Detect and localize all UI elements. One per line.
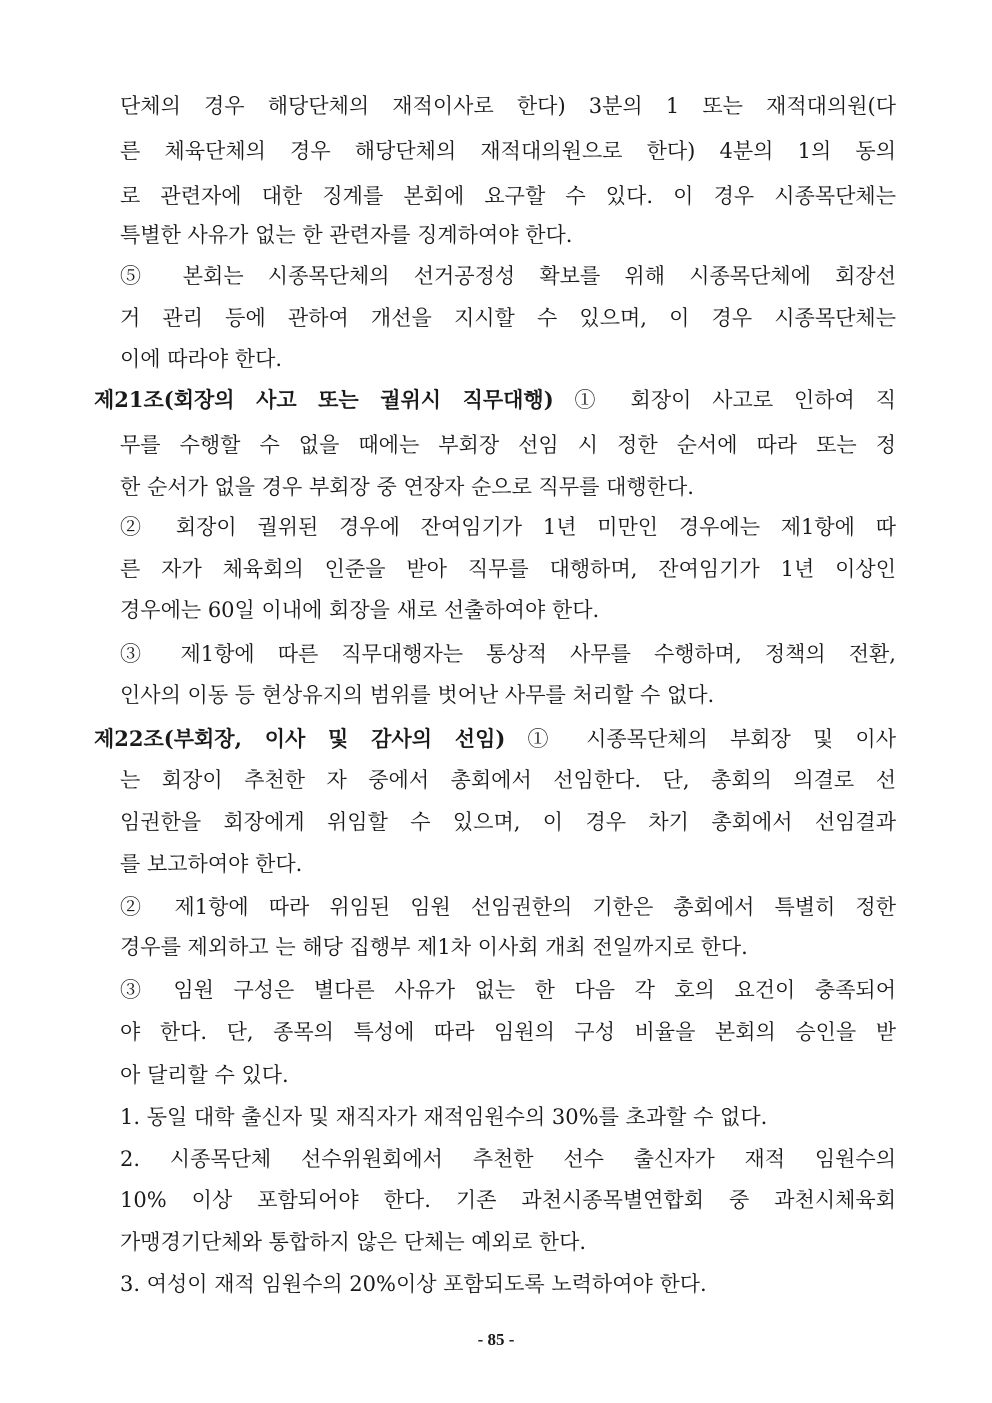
article-21-first-line bbox=[94, 380, 896, 420]
text-line: ② 제1항에 따라 위임된 임원 선임권한의 기한은 총회에서 특별히 정한 bbox=[120, 895, 896, 919]
page-number: - 85 - bbox=[477, 1330, 515, 1349]
text-line: 른 체육단체의 경우 해당단체의 재적대의원으로 한다) 4분의 1의 동의 bbox=[120, 139, 896, 163]
text-line: 른 자가 체육회의 인준을 받아 직무를 대행하며, 잔여임기가 1년 이상인 bbox=[120, 557, 896, 581]
text-line: ③ 제1항에 따른 직무대행자는 통상적 사무를 수행하며, 정책의 전환, bbox=[120, 642, 896, 666]
list-item: 1. 동일 대학 출신자 및 재직자가 재적임원수의 30%를 초과할 수 없다. bbox=[120, 1105, 768, 1129]
list-item: 3. 여성이 재적 임원수의 20%이상 포함되도록 노력하여야 한다. bbox=[120, 1272, 707, 1296]
article-21-clause-1: ① 회장이 사고로 인하여 직 bbox=[574, 388, 896, 412]
list-item: 2. 시종목단체 선수위원회에서 추천한 선수 출신자가 재적 임원수의 bbox=[120, 1147, 896, 1171]
text-line: 경우에는 60일 이내에 회장을 새로 선출하여야 한다. bbox=[120, 598, 600, 622]
text-line: ③ 임원 구성은 별다른 사유가 없는 한 다음 각 호의 요건이 충족되어 bbox=[120, 978, 896, 1002]
text-line: 10% 이상 포함되어야 한다. 기존 과천시종목별연합회 중 과천시체육회 bbox=[120, 1188, 896, 1212]
text-line: 거 관리 등에 관하여 개선을 지시할 수 있으며, 이 경우 시종목단체는 bbox=[120, 306, 896, 330]
text-line: 인사의 이동 등 현상유지의 범위를 벗어난 사무를 처리할 수 없다. bbox=[120, 683, 715, 707]
text-line: 경우를 제외하고 는 해당 집행부 제1차 이사회 개최 전일까지로 한다. bbox=[120, 935, 748, 959]
text-line: 야 한다. 단, 종목의 특성에 따라 임원의 구성 비율을 본회의 승인을 받 bbox=[120, 1020, 896, 1044]
article-22-heading: 제22조(부회장, 이사 및 감사의 선임) bbox=[94, 726, 506, 751]
text-line: 무를 수행할 수 없을 때에는 부회장 선임 시 정한 순서에 따라 또는 정 bbox=[120, 433, 896, 457]
article-22-first-line bbox=[94, 719, 896, 759]
text-line: 가맹경기단체와 통합하지 않은 단체는 예외로 한다. bbox=[120, 1230, 587, 1254]
text-line: 로 관련자에 대한 징계를 본회에 요구할 수 있다. 이 경우 시종목단체는 bbox=[120, 184, 896, 208]
text-line: 를 보고하여야 한다. bbox=[120, 852, 303, 876]
text-line: 이에 따라야 한다. bbox=[120, 347, 283, 371]
article-21-heading: 제21조(회장의 사고 또는 궐위시 직무대행) bbox=[94, 387, 554, 412]
text-line: 특별한 사유가 없는 한 관련자를 징계하여야 한다. bbox=[120, 223, 573, 247]
article-22-clause-1: ① 시종목단체의 부회장 및 이사 bbox=[527, 727, 896, 751]
text-line: ② 회장이 궐위된 경우에 잔여임기가 1년 미만인 경우에는 제1항에 따 bbox=[120, 515, 896, 539]
text-line: 한 순서가 없을 경우 부회장 중 연장자 순으로 직무를 대행한다. bbox=[120, 475, 694, 499]
text-line: 임권한을 회장에게 위임할 수 있으며, 이 경우 차기 총회에서 선임결과 bbox=[120, 810, 896, 834]
text-line: 는 회장이 추천한 자 중에서 총회에서 선임한다. 단, 총회의 의결로 선 bbox=[120, 768, 896, 792]
text-line: ⑤ 본회는 시종목단체의 선거공정성 확보를 위해 시종목단체에 회장선 bbox=[120, 264, 896, 288]
text-line: 아 달리할 수 있다. bbox=[120, 1063, 289, 1087]
text-line: 단체의 경우 해당단체의 재적이사로 한다) 3분의 1 또는 재적대의원(다 bbox=[120, 94, 896, 118]
